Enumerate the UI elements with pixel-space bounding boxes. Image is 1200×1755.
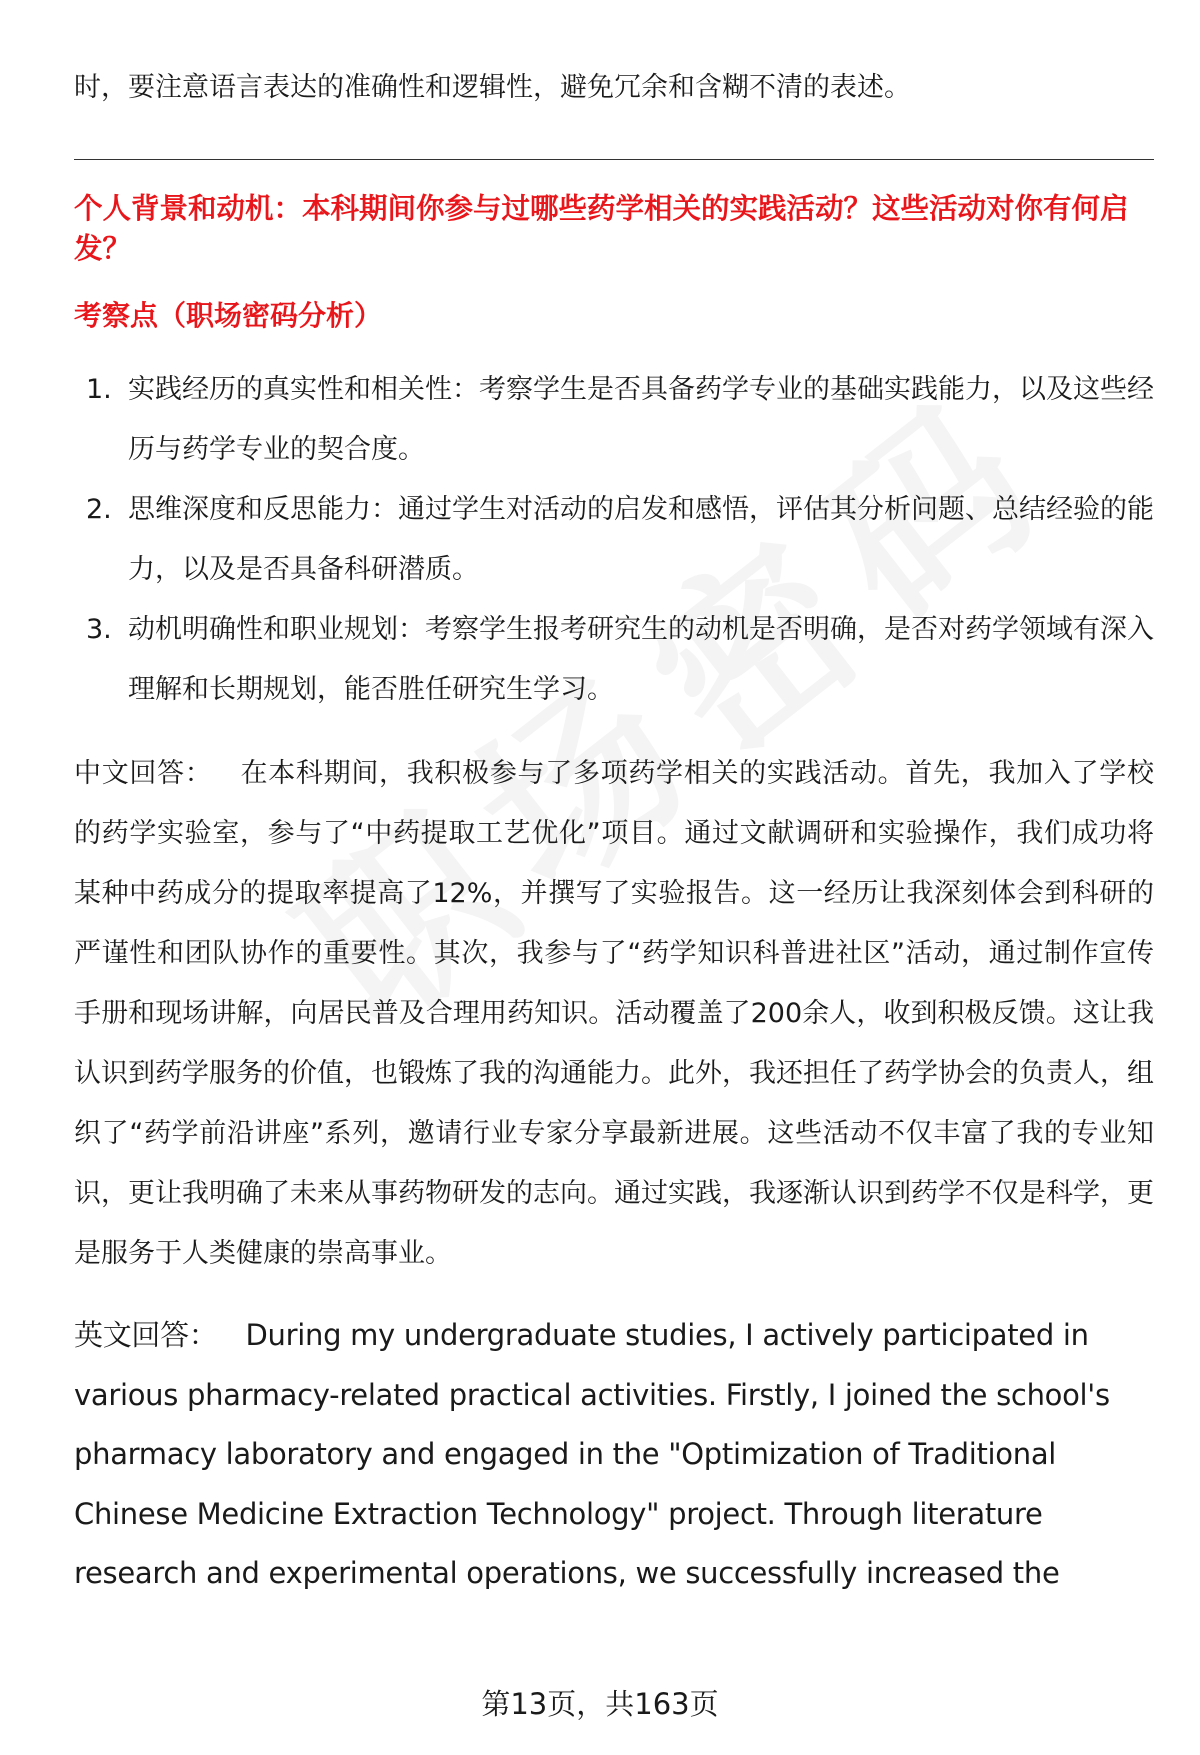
- assessment-subheading: 考察点（职场密码分析）: [74, 299, 383, 332]
- list-item-text: 动机明确性和职业规划：考察学生报考研究生的动机是否明确，是否对药学领域有深入理解和长期规划，能否胜任研究生学习。: [128, 614, 1154, 705]
- intro-line: 时，要注意语言表达的准确性和逻辑性，避免冗余和含糊不清的表述。: [74, 72, 911, 103]
- list-item-number: 1.: [86, 374, 112, 405]
- list-item-number: 2.: [86, 494, 112, 525]
- chinese-answer-text: 在本科期间，我积极参与了多项药学相关的实践活动。首先，我加入了学校的药学实验室，参与了“中药提取工艺优化”项目。通过文献调研和实验操作，我们成功将某种中药成分的提取率提高了12%，并撰写了实验报告。这一经历让我深刻体会到科研的严谨性和团队协作的重要性。其次，我参与了“药学知识科普进社区”活动，通过制作宣传手册和现场讲解，向居民普及合理用药知识。活动覆盖了200余人，收到积极反馈。这让我认识到药学服务的价值，也锻炼了我的沟通能力。此外，我还担任了药学协会的负责人，组织了“药学前沿讲座”系列，邀请行业专家分享最新进展。这些活动不仅丰富了我的专业知识，更让我明确了未来从事药物研发的志向。通过实践，我逐渐认识到药学不仅是科学，更是服务于人类健康的崇高事业。: [74, 758, 1155, 1269]
- list-item-number: 3.: [86, 614, 112, 645]
- list-item-text: 思维深度和反思能力：通过学生对活动的启发和感悟，评估其分析问题、总结经验的能力，以及是否具备科研潜质。: [128, 494, 1154, 585]
- list-item: [74, 600, 1154, 720]
- question-heading: 个人背景和动机：本科期间你参与过哪些药学相关的实践活动？这些活动对你有何启发？: [74, 192, 1129, 265]
- content: [74, 58, 1154, 1604]
- list-item-text: 实践经历的真实性和相关性：考察学生是否具备药学专业的基础实践能力，以及这些经历与药学专业的契合度。: [128, 374, 1154, 465]
- chinese-answer: [74, 744, 1154, 1284]
- english-answer-label: 英文回答：: [74, 1318, 218, 1352]
- page-number-footer: 第13页，共163页: [481, 1687, 719, 1721]
- list-item: [74, 480, 1154, 600]
- assessment-points-list: [74, 360, 1154, 720]
- english-answer: [74, 1306, 1154, 1604]
- chinese-answer-label: 中文回答：: [74, 758, 213, 789]
- divider: [74, 159, 1154, 160]
- english-answer-text: During my undergraduate studies, I actively participated in various pharmacy-related practical activities. Firstly, I joined the school's pharmacy laboratory and engaged in the "Optimization of Traditional Chinese Medicine Extraction Technology" project. Through literature research and experimental operations, we successfully increased the: [74, 1318, 1110, 1590]
- list-item: [74, 360, 1154, 480]
